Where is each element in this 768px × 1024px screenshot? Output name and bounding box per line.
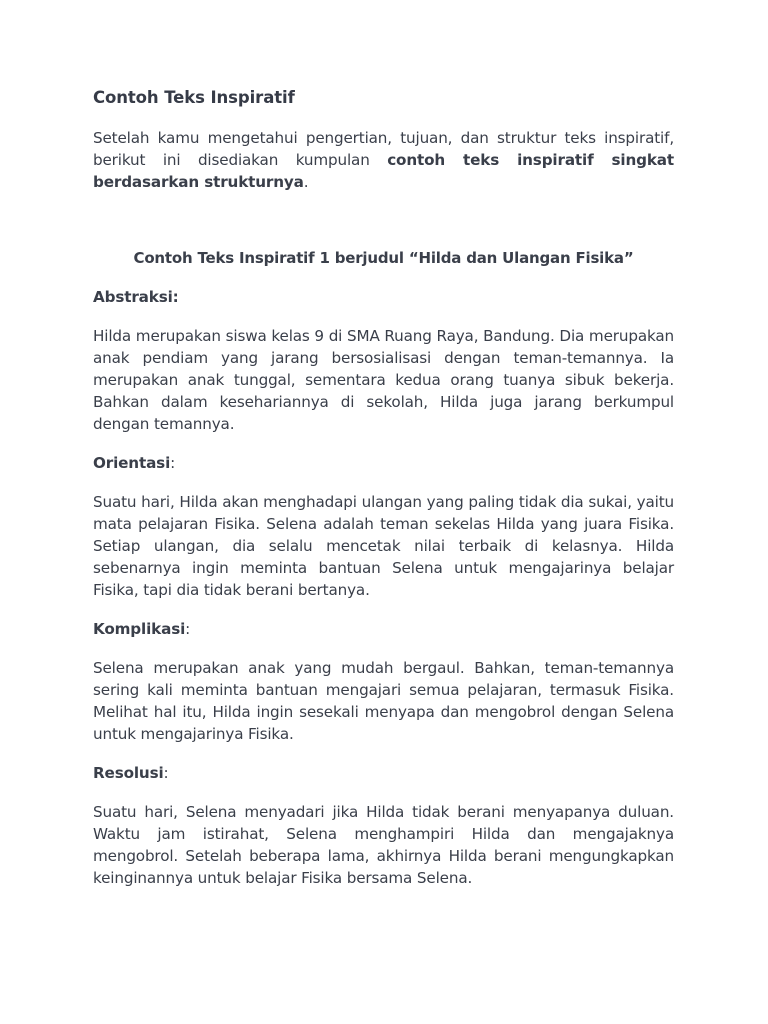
section-label-text: Komplikasi <box>93 620 186 638</box>
section-body: Suatu hari, Hilda akan menghadapi ulangan yang paling tidak dia sukai, yaitu mata pelajaran Fisika. Selena adalah teman sekelas Hilda yang juara Fisika. Setiap ulangan, dia selalu mencetak nilai terbaik di kelasnya. Hilda sebenarnya ingin meminta bantuan Selena untuk mengajarinya belajar Fisika, tapi dia tidak berani bertanya. <box>93 493 674 599</box>
section-orientasi <box>93 452 674 601</box>
intro-bold-text: contoh teks inspiratif singkat berdasarkan strukturnya <box>93 151 674 191</box>
section-komplikasi <box>93 618 674 745</box>
intro-paragraph <box>93 127 674 193</box>
section-label-text: Orientasi <box>93 454 171 472</box>
section-abstraksi <box>93 286 674 435</box>
section-label-text: Abstraksi: <box>93 288 179 306</box>
section-label <box>93 452 674 474</box>
section-label-colon: : <box>163 764 169 782</box>
section-body: Selena merupakan anak yang mudah bergaul. Bahkan, teman-temannya sering kali meminta bantuan mengajari semua pelajaran, termasuk Fisika. Melihat hal itu, Hilda ingin sesekali menyapa dan mengobrol dengan Selena untuk mengajarinya Fisika. <box>93 659 674 743</box>
section-label-colon: : <box>185 620 191 638</box>
page-title: Contoh Teks Inspiratif <box>93 88 295 107</box>
story-title: Contoh Teks Inspiratif 1 berjudul “Hilda dan Ulangan Fisika” <box>133 249 634 267</box>
intro-text: Setelah kamu mengetahui pengertian, tujuan, dan struktur teks inspiratif, berikut ini disediakan kumpulan <box>93 129 674 169</box>
section-body: Hilda merupakan siswa kelas 9 di SMA Ruang Raya, Bandung. Dia merupakan anak pendiam yang jarang bersosialisasi dengan teman-temannya. Ia merupakan anak tunggal, sementara kedua orang tuanya sibuk bekerja. Bahkan dalam kesehariannya di sekolah, Hilda juga jarang berkumpul dengan temannya. <box>93 327 674 433</box>
section-label <box>93 762 674 784</box>
document-page <box>93 86 674 906</box>
section-label-colon: : <box>170 454 176 472</box>
section-resolusi <box>93 762 674 889</box>
section-label <box>93 618 674 640</box>
section-label-text: Resolusi <box>93 764 164 782</box>
intro-text-end: . <box>303 173 309 191</box>
section-body: Suatu hari, Selena menyadari jika Hilda tidak berani menyapanya duluan. Waktu jam istirahat, Selena menghampiri Hilda dan mengajaknya mengobrol. Setelah beberapa lama, akhirnya Hilda berani mengungkapkan keinginannya untuk belajar Fisika bersama Selena. <box>93 803 674 887</box>
section-label <box>93 286 674 308</box>
